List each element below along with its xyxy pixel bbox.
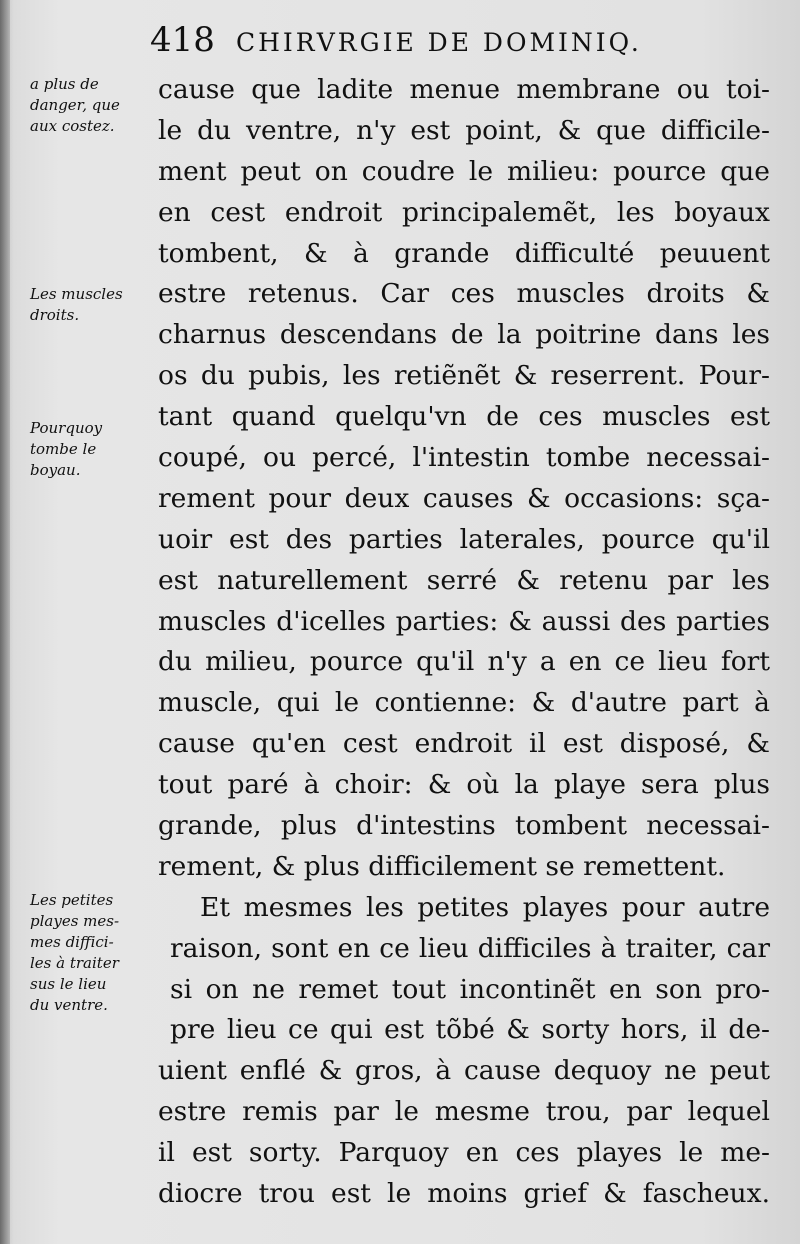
margin-note-line: sus le lieu (30, 975, 107, 993)
margin-note-line: aux costez. (30, 117, 115, 135)
margin-note-line: a plus de (30, 75, 99, 93)
page-header (150, 18, 790, 68)
text-line: Et mesmes les petites playes pour autre (200, 891, 770, 923)
margin-note-line: tombe le (30, 440, 97, 458)
margin-note-line: les à traiter (30, 954, 119, 972)
margin-note-why-falls (30, 418, 152, 481)
text-line: charnus descendans de la poitrine dans les (158, 319, 770, 351)
page-number: 418 (150, 20, 215, 60)
text-line: uoir est des parties laterales, pource qu'il (158, 523, 770, 555)
margin-note-line: playes mes- (30, 912, 120, 930)
text-line: os du pubis, les retiẽnẽt & reserrent. Pour- (158, 360, 770, 392)
text-line: en cest endroit principalemẽt, les boyaux (158, 196, 770, 228)
text-line: muscle, qui le contienne: & d'autre part à (158, 687, 770, 719)
text-line: cause qu'en cest endroit il est disposé, & (158, 728, 770, 760)
margin-note-line: du ventre. (30, 996, 108, 1014)
text-line: si on ne remet tout incontinẽt en son pro- (170, 973, 770, 1005)
text-line: pre lieu ce qui est tõbé & sorty hors, il de- (170, 1014, 770, 1046)
margin-note-line: danger, que (30, 96, 120, 114)
body-text (158, 70, 770, 1215)
text-line: tout paré à choir: & où la playe sera plus (158, 769, 770, 801)
text-line: diocre trou est le moins grief & fascheux. (158, 1178, 770, 1210)
text-line: du milieu, pource qu'il n'y a en ce lieu fort (158, 646, 770, 678)
text-line: muscles d'icelles parties: & aussi des parties (158, 605, 770, 637)
text-line: rement, & plus difficilement se remettent. (158, 850, 726, 882)
text-line: rement pour deux causes & occasions: sça- (158, 482, 770, 514)
margin-note-line: boyau. (30, 461, 81, 479)
text-line: estre retenus. Car ces muscles droits & (158, 278, 770, 310)
running-title: CHIRVRGIE DE DOMINIQ. (236, 28, 642, 57)
text-line: uient enflé & gros, à cause dequoy ne peut (158, 1055, 770, 1087)
margin-note-line: mes diffici- (30, 933, 114, 951)
margin-note-line: droits. (30, 306, 80, 324)
text-line: cause que ladite menue membrane ou toi- (158, 74, 770, 105)
text-line: estre remis par le mesme trou, par lequel (158, 1096, 770, 1128)
text-line: le du ventre, n'y est point, & que difficile- (158, 114, 770, 146)
margin-note-danger (30, 74, 152, 137)
text-line: coupé, ou percé, l'intestin tombe necessai- (158, 442, 770, 474)
text-line: raison, sont en ce lieu difficiles à traiter, car (170, 932, 770, 964)
margin-note-line: Pourquoy (30, 419, 103, 437)
margin-note-line: Les muscles (30, 285, 123, 303)
text-line: est naturellement serré & retenu par les (158, 564, 770, 596)
binding-edge (0, 0, 10, 1244)
margin-note-line: Les petites (30, 891, 114, 909)
text-line: ment peut on coudre le milieu: pource que (158, 155, 770, 187)
text-line: tant quand quelqu'vn de ces muscles est (158, 401, 770, 433)
margin-note-muscles (30, 284, 152, 326)
text-line: tombent, & à grande difficulté peuuent (158, 237, 770, 269)
text-line: grande, plus d'intestins tombent necessai- (158, 810, 770, 842)
margin-note-small-wounds (30, 890, 152, 1016)
text-line: il est sorty. Parquoy en ces playes le me- (158, 1137, 770, 1169)
